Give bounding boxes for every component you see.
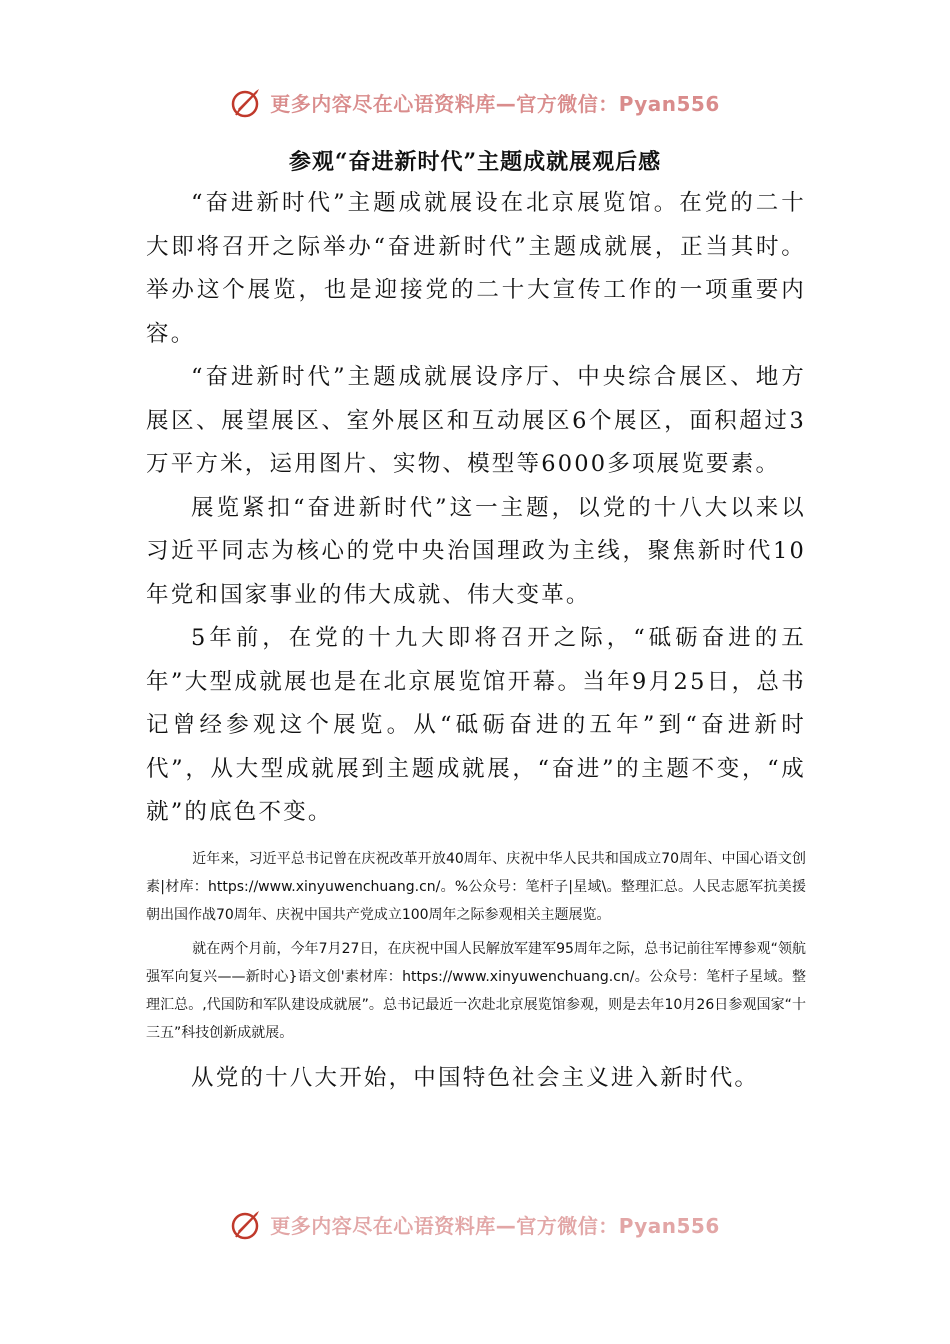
final-paragraph: 从党的十八大开始，中国特色社会主义进入新时代。 bbox=[191, 1064, 760, 1091]
quill-pen-logo-icon bbox=[230, 1207, 264, 1241]
quill-pen-logo-icon bbox=[230, 85, 264, 119]
footer-banner bbox=[0, 1204, 950, 1244]
document-body bbox=[146, 182, 806, 1100]
paragraph-2: “奋进新时代”主题成就展设序厅、中央综合展区、地方展区、展望展区、室外展区和互动展区6个展区，面积超过3万平方米，运用图片、实物、模型等6000多项展览要素。 bbox=[146, 364, 806, 477]
banner-text: 更多内容尽在心语资料库—官方微信：Pyan556 bbox=[270, 91, 720, 116]
paragraph-3: 展览紧扣“奋进新时代”这一主题，以党的十八大以来以习近平同志为核心的党中央治国理政为主线，聚焦新时代10年党和国家事业的伟大成就、伟大变革。 bbox=[146, 494, 806, 608]
small-paragraph-2: 就在两个月前，今年7月27日，在庆祝中国人民解放军建军95周年之际，总书记前往军博参观“领航强军向复兴——新时心}语文创'素材库：https://www.xinyuwenchuang.cn/。公众号：笔杆子星域。整理汇总。,代国防和军队建设成就展”。总书记最近一次赴北京展览馆参观，则是去年10月26日参观国家“十三五”科技创新成就展。 bbox=[146, 940, 806, 1041]
paragraph-4: 5年前，在党的十九大即将召开之际，“砥砺奋进的五年”大型成就展也是在北京展览馆开幕。当年9月25日，总书记曾经参观这个展览。从“砥砺奋进的五年”到“奋进新时代”，从大型成就展到主题成就展，“奋进”的主题不变，“成就”的底色不变。 bbox=[146, 625, 806, 825]
header-banner bbox=[0, 82, 950, 122]
small-paragraph-1: 近年来，习近平总书记曾在庆祝改革开放40周年、庆祝中华人民共和国成立70周年、中国心语文创素|材库：https://www.xinyuwenchuang.cn/。%公众号：笔杆子|星域\。整理汇总。人民志愿军抗美援朝出国作战70周年、庆祝中国共产党成立100周年之际参观相关主题展览。 bbox=[146, 850, 806, 923]
small-text-block bbox=[146, 845, 806, 1047]
footer-banner-text: 更多内容尽在心语资料库—官方微信：Pyan556 bbox=[270, 1213, 720, 1238]
page-title: 参观“奋进新时代”主题成就展观后感 bbox=[288, 149, 662, 175]
paragraph-1: “奋进新时代”主题成就展设在北京展览馆。在党的二十大即将召开之际举办“奋进新时代”主题成就展，正当其时。举办这个展览，也是迎接党的二十大宣传工作的一项重要内容。 bbox=[146, 190, 806, 347]
